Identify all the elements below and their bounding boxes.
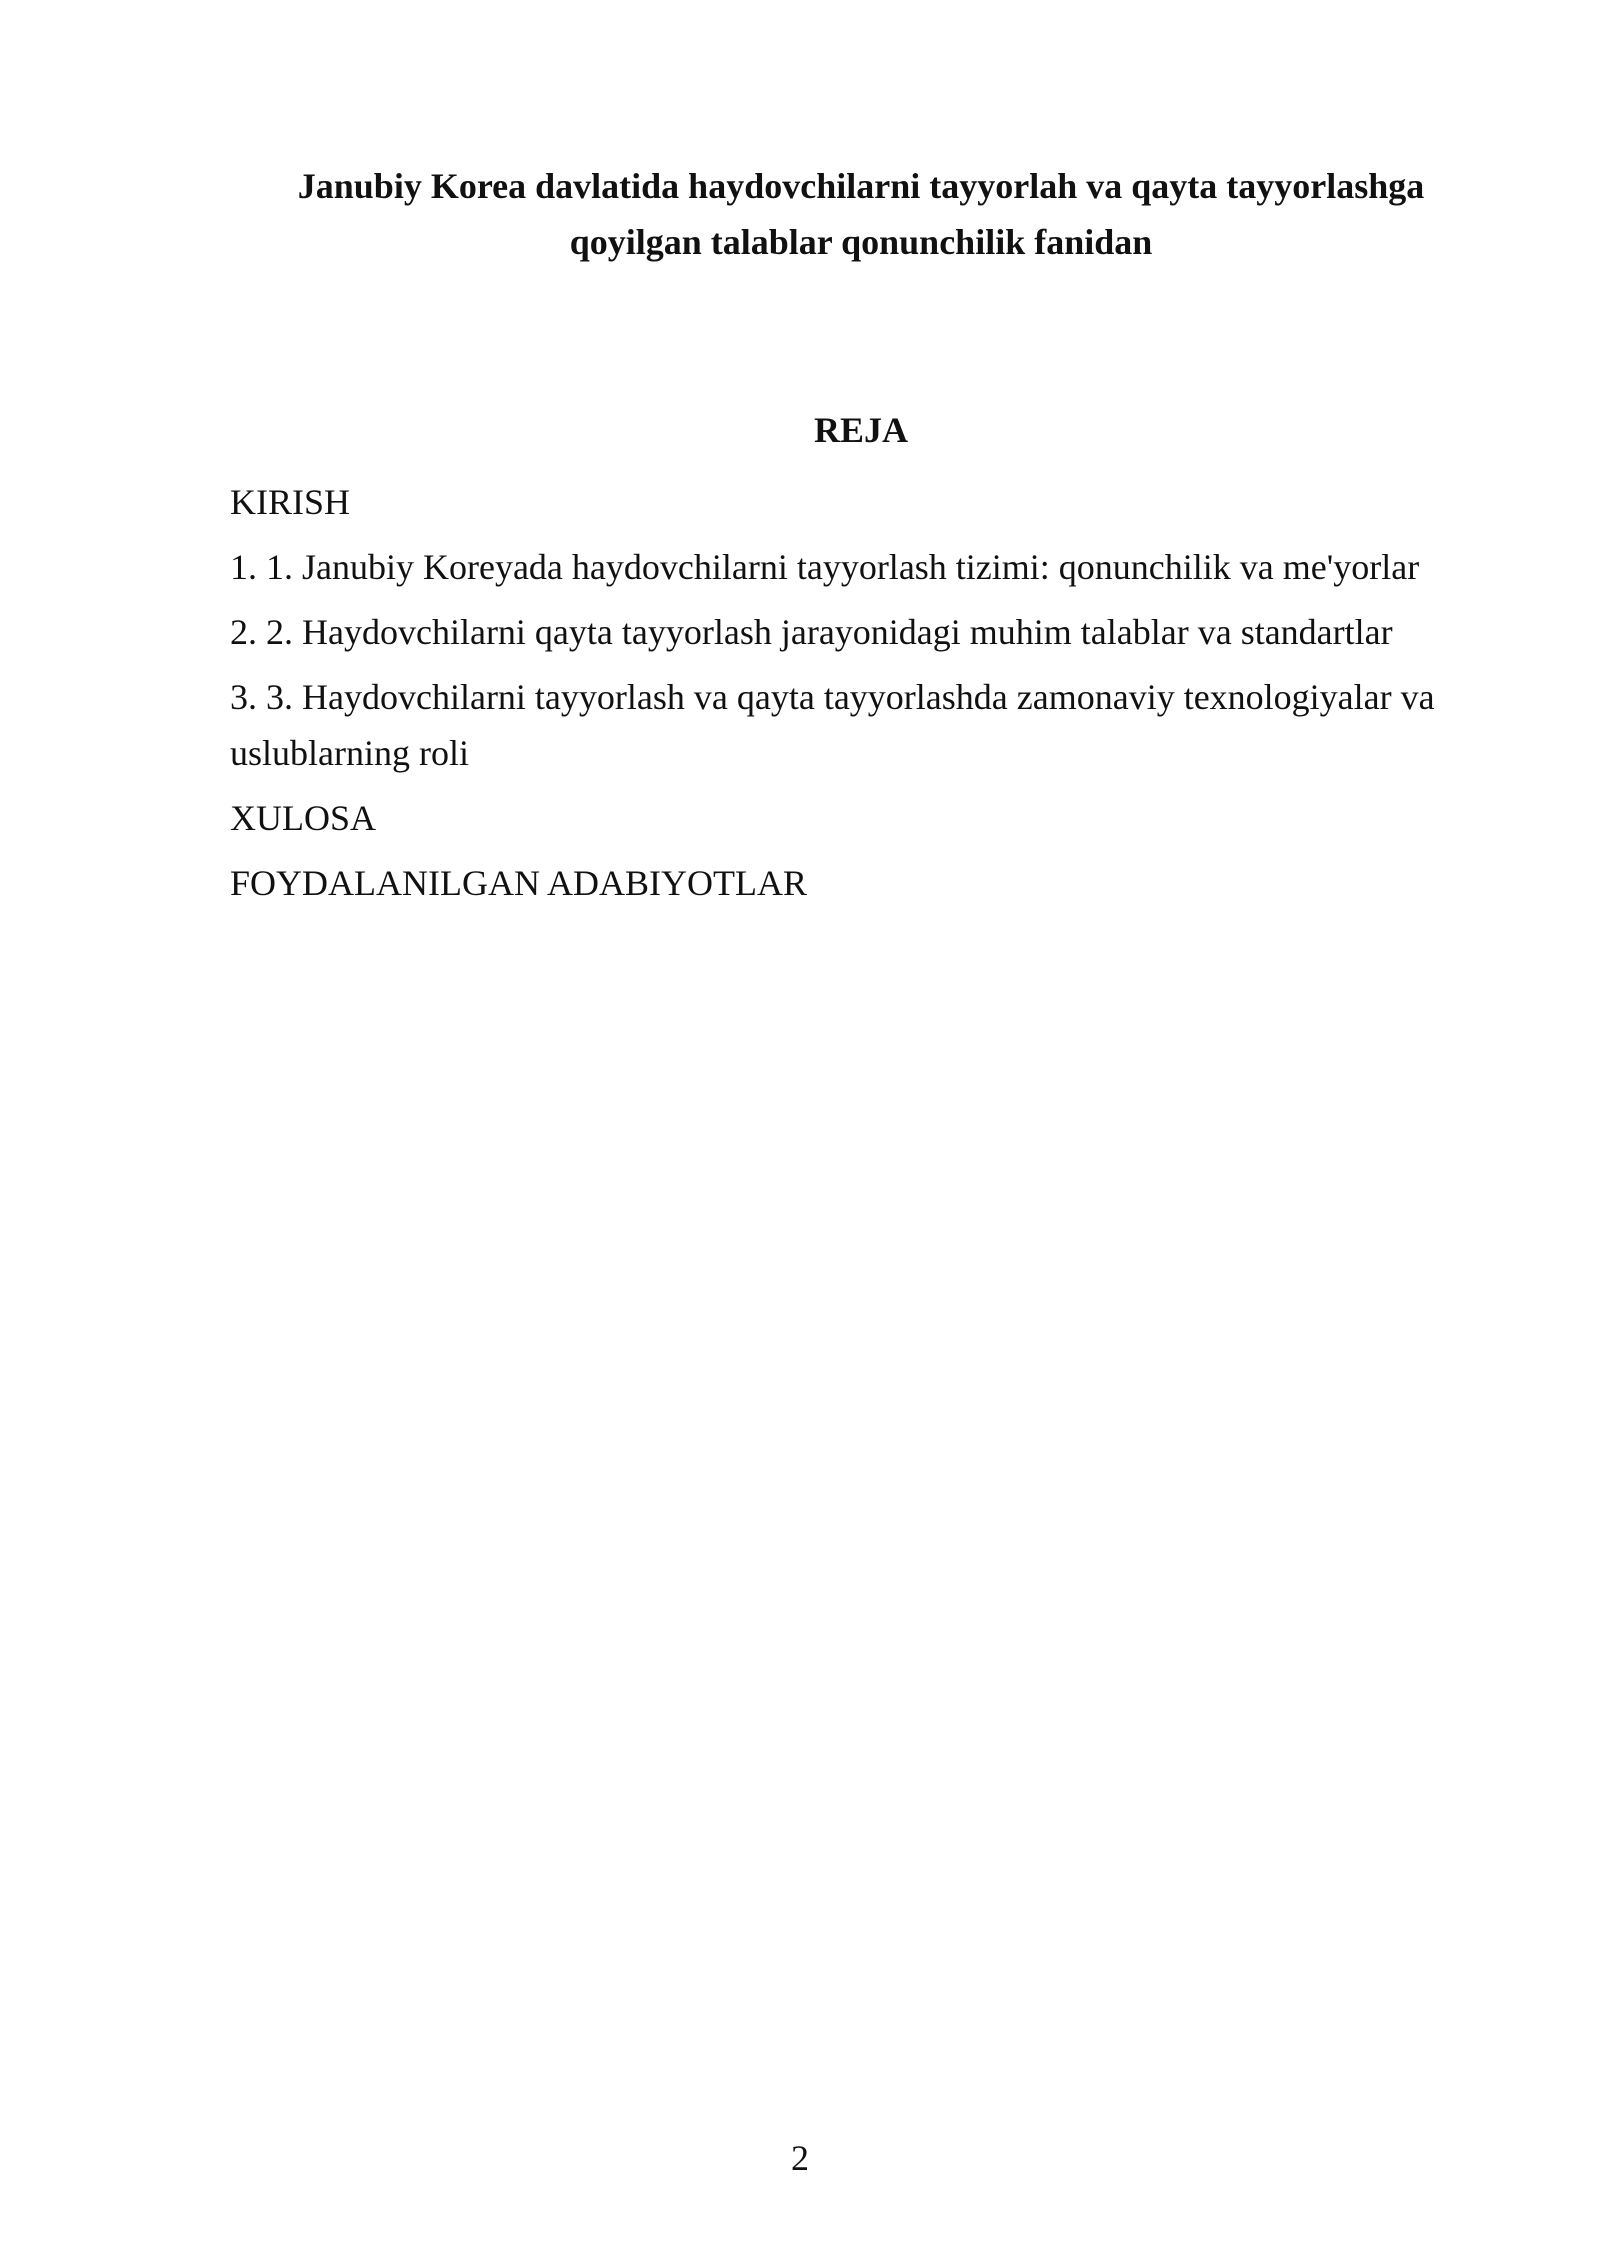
plan-item-section-1: 1. 1. Janubiy Koreyada haydovchilarni tayyorlash tizimi: qonunchilik va me'yorlar (230, 547, 1420, 587)
plan-item-introduction: KIRISH (230, 482, 351, 522)
page-number: 2 (791, 2138, 809, 2178)
plan-item-conclusion: XULOSA (230, 798, 377, 838)
plan-list (230, 474, 1492, 920)
plan-item-section-2: 2. 2. Haydovchilarni qayta tayyorlash jarayonidagi muhim talablar va standartlar (230, 612, 1393, 652)
document-title-line: Janubiy Korea davlatida haydovchilarni tayyorlah va qayta tayyorlashga (297, 166, 1425, 206)
document-title (230, 158, 1492, 270)
plan-heading: REJA (813, 410, 908, 450)
document-title-line: qoyilgan talablar qonunchilik fanidan (569, 222, 1153, 262)
plan-item-references: FOYDALANILGAN ADABIYOTLAR (230, 863, 807, 903)
plan-item-section-3: 3. 3. Haydovchilarni tayyorlash va qayta tayyorlashda zamonaviy texnologiyalar va uslublarning roli (230, 677, 1435, 773)
